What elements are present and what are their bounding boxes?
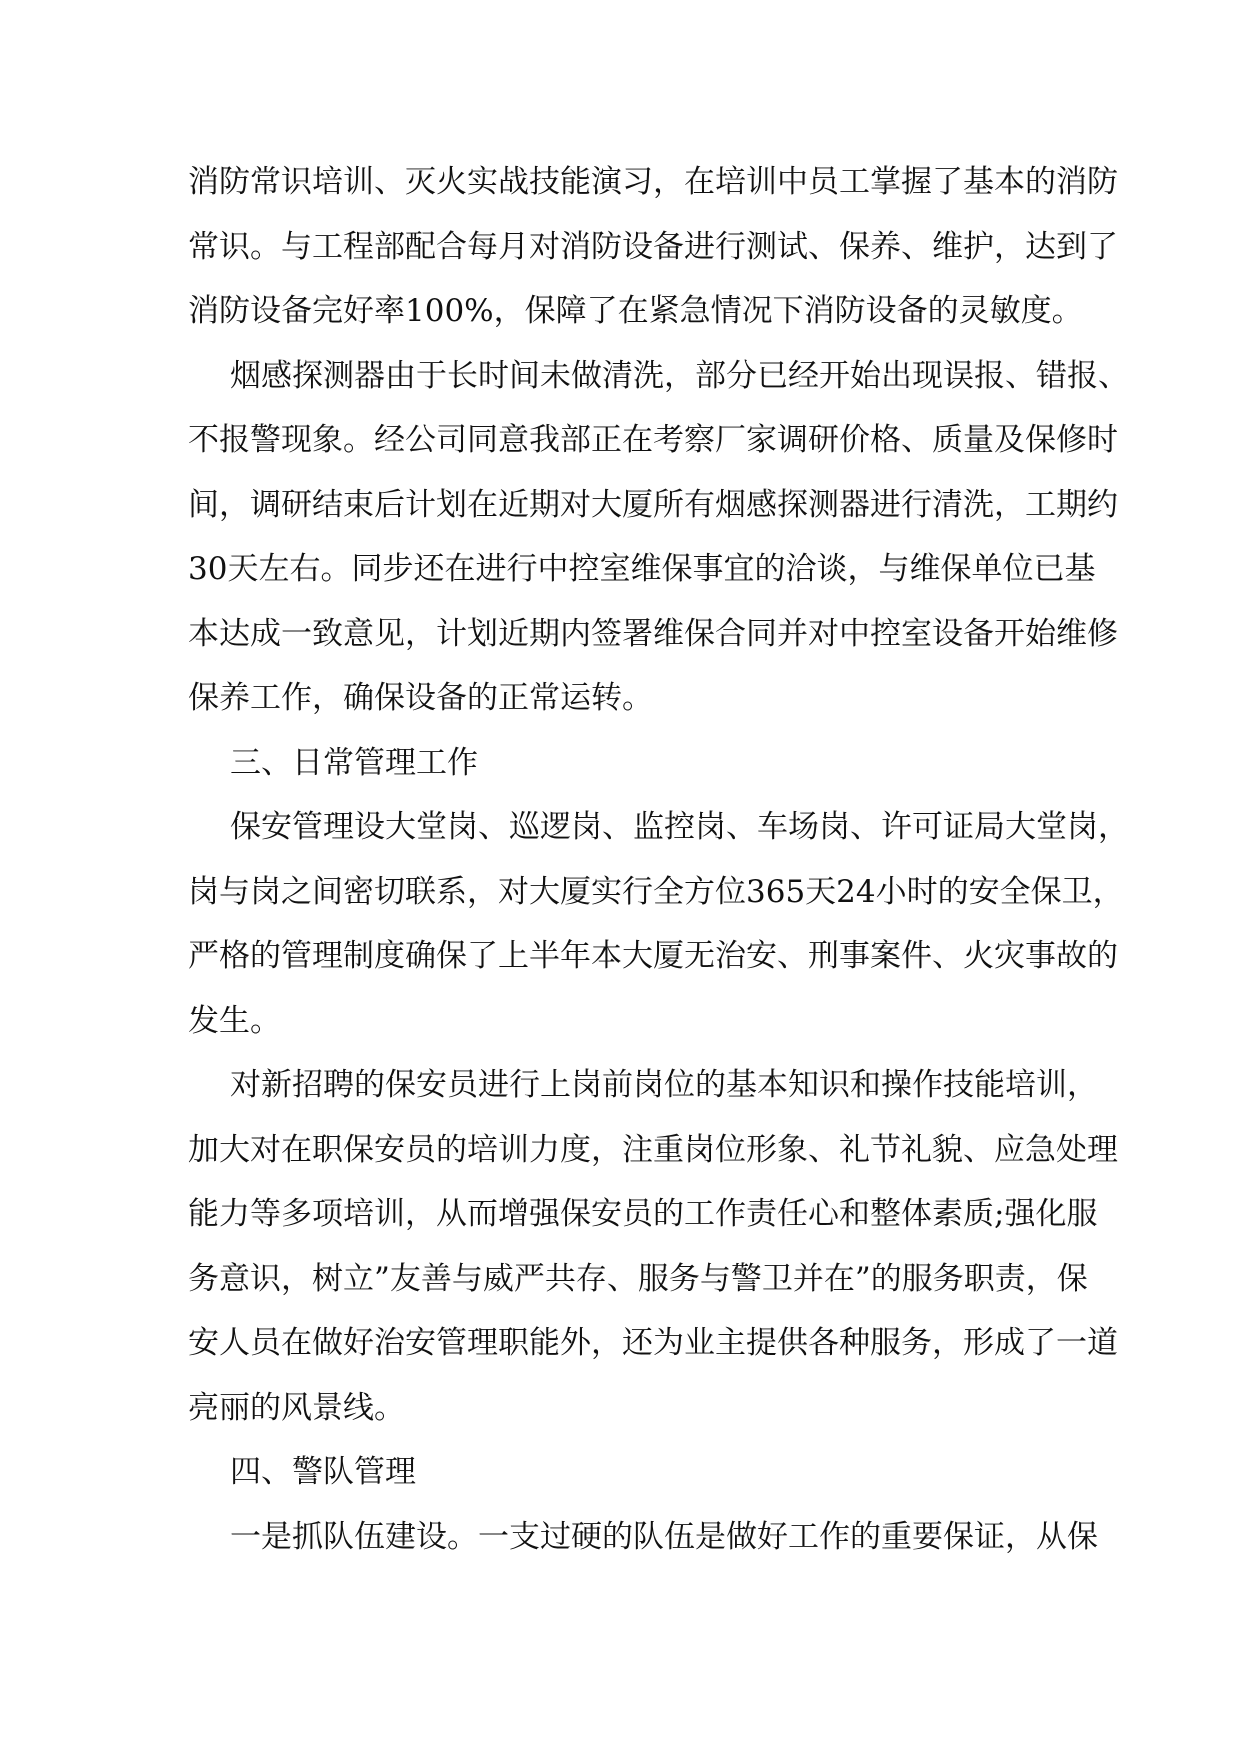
section-heading-guard-team: 四、警队管理: [230, 1454, 416, 1490]
text-line: 岗与岗之间密切联系，对大厦实行全方位365天24小时的安全保卫，: [188, 873, 1124, 910]
text-line: 一是抓队伍建设。一支过硬的队伍是做好工作的重要保证，从保: [230, 1518, 1098, 1555]
paragraph-security-posts: [188, 795, 1129, 1053]
text-line: 务意识，树立”友善与威严共存、服务与警卫并在”的服务职责，保: [188, 1260, 1088, 1297]
text-line: 加大对在职保安员的培训力度，注重岗位形象、礼节礼貌、应急处理: [188, 1131, 1118, 1168]
text-line: 严格的管理制度确保了上半年本大厦无治安、刑事案件、火灾事故的: [188, 938, 1118, 974]
text-line: 消防常识培训、灭火实战技能演习，在培训中员工掌握了基本的消防: [188, 164, 1118, 200]
document-body: [188, 150, 1129, 1569]
paragraph-team-building: [188, 1505, 1098, 1570]
text-line: 消防设备完好率100%，保障了在紧急情况下消防设备的灵敏度。: [188, 293, 1083, 329]
text-line: 间，调研结束后计划在近期对大厦所有烟感探测器进行清洗，工期约: [188, 486, 1118, 523]
paragraph-fire-training: [188, 150, 1118, 344]
text-line: 能力等多项培训，从而增强保安员的工作责任心和整体素质;强化服: [188, 1196, 1098, 1232]
text-line: 对新招聘的保安员进行上岗前岗位的基本知识和操作技能培训，: [230, 1067, 1098, 1103]
text-line: 安人员在做好治安管理职能外，还为业主提供各种服务，形成了一道: [188, 1325, 1118, 1361]
text-line: 发生。: [188, 1002, 281, 1039]
text-line: 常识。与工程部配合每月对消防设备进行测试、保养、维护，达到了: [188, 228, 1118, 265]
paragraph-guard-training: [188, 1053, 1118, 1440]
text-line: 保养工作，确保设备的正常运转。: [188, 680, 653, 716]
text-line: 烟感探测器由于长时间未做清洗，部分已经开始出现误报、错报、: [230, 357, 1129, 394]
text-line: 本达成一致意见，计划近期内签署维保合同并对中控室设备开始维修: [188, 615, 1118, 652]
text-line: 亮丽的风景线。: [188, 1389, 405, 1426]
text-line: 不报警现象。经公司同意我部正在考察厂家调研价格、质量及保修时: [188, 422, 1118, 458]
paragraph-smoke-detector: [188, 344, 1129, 731]
text-line: 保安管理设大堂岗、巡逻岗、监控岗、车场岗、许可证局大堂岗，: [230, 809, 1129, 845]
text-line: 30天左右。同步还在进行中控室维保事宜的洽谈，与维保单位已基: [188, 551, 1096, 587]
section-heading-daily-management: 三、日常管理工作: [230, 744, 478, 781]
